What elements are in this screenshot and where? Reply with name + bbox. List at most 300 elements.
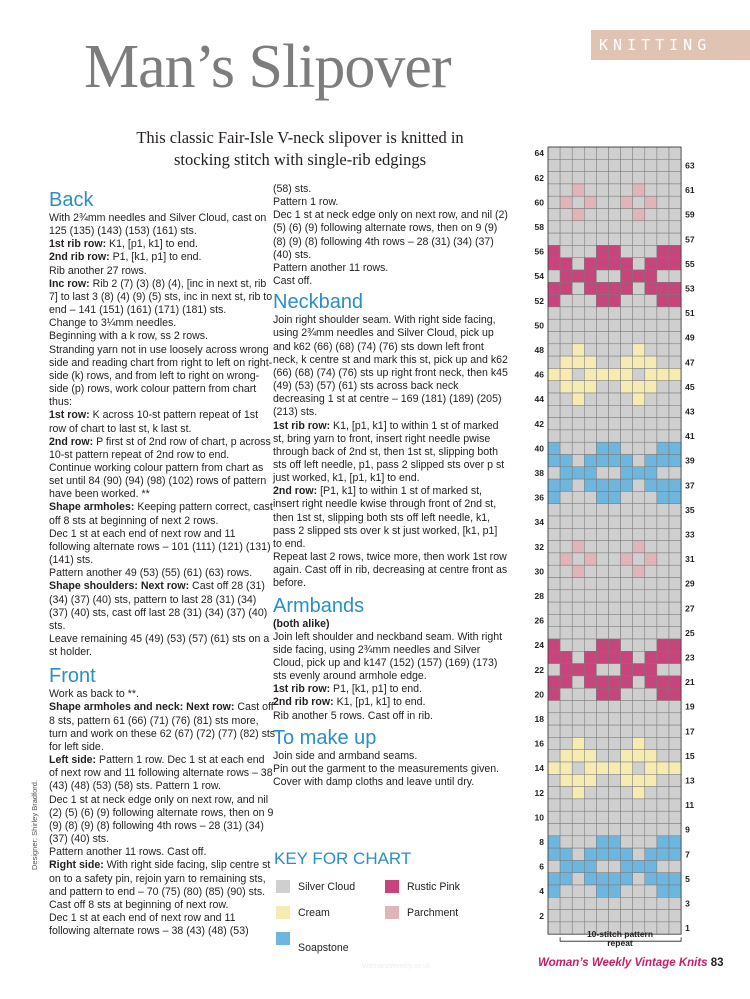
- chart-cell: [657, 270, 669, 282]
- chart-cell: [633, 799, 645, 811]
- chart-cell: [609, 897, 621, 909]
- chart-cell: [584, 516, 596, 528]
- chart-cell: [621, 528, 633, 540]
- chart-cell: [560, 344, 572, 356]
- chart-cell: [560, 184, 572, 196]
- row-number-label: 49: [685, 332, 695, 343]
- row-number-label: 37: [685, 480, 695, 491]
- chart-cell: [657, 799, 669, 811]
- back-para: With 2¾mm needles and Silver Cloud, cast on 125 (135) (143) (153) (161) sts.: [49, 212, 267, 238]
- armbands-heading: Armbands: [273, 594, 365, 617]
- chart-cell: [609, 578, 621, 590]
- chart-cell: [560, 381, 572, 393]
- chart-cell: [657, 713, 669, 725]
- front-para: Dec 1 st at neck edge only on next row, and nil (2) (5) (6) (9) following alternate rows, then on 9 (9) (8) (9) (8) following 4th rows – 28 (31) (34) (37) (40) sts.: [273, 209, 508, 261]
- chart-cell: [596, 553, 608, 565]
- chart-cell: [645, 184, 657, 196]
- row-number-label: 63: [685, 160, 695, 171]
- back-chart-row-2: [49, 436, 276, 462]
- chart-cell: [633, 442, 645, 454]
- chart-cell: [645, 245, 657, 257]
- chart-cell: [633, 159, 645, 171]
- chart-cell: [548, 848, 560, 860]
- back-shape-shoulders: [49, 580, 276, 633]
- chart-cell: [584, 233, 596, 245]
- chart-cell: [572, 184, 584, 196]
- chart-cell: [560, 455, 572, 467]
- chart-cell: [609, 774, 621, 786]
- chart-cell: [560, 479, 572, 491]
- chart-cell: [669, 455, 681, 467]
- back-para: Dec 1 st at each end of next row and 11 following alternate rows – 101 (111) (121) (131) (141) sts.: [49, 527, 271, 567]
- chart-cell: [609, 233, 621, 245]
- back-para: Pattern another 49 (53) (55) (61) (63) rows.: [49, 567, 253, 580]
- armbands-rib-row-2: [273, 696, 508, 709]
- chart-cell: [621, 368, 633, 380]
- chart-cell: [645, 774, 657, 786]
- key-label: Cream: [298, 906, 330, 919]
- chart-cell: [609, 467, 621, 479]
- chart-cell: [584, 221, 596, 233]
- chart-cell: [596, 750, 608, 762]
- chart-cell: [609, 393, 621, 405]
- chart-cell: [560, 172, 572, 184]
- chart-cell: [572, 651, 584, 663]
- chart-cell: [621, 307, 633, 319]
- chart-cell: [633, 553, 645, 565]
- chart-cell: [609, 209, 621, 221]
- row-number-label: 41: [685, 431, 695, 442]
- chart-cell: [596, 701, 608, 713]
- row-number-label: 1: [685, 923, 690, 934]
- chart-cell: [621, 860, 633, 872]
- row-number-label: 12: [534, 787, 544, 798]
- repeat-label-line-1: 10-stitch pattern: [586, 929, 654, 939]
- chart-cell: [572, 159, 584, 171]
- chart-cell: [572, 541, 584, 553]
- row-number-label: 45: [685, 381, 695, 392]
- chart-cell: [572, 737, 584, 749]
- chart-cell: [645, 860, 657, 872]
- chart-cell: [645, 479, 657, 491]
- chart-cell: [621, 639, 633, 651]
- chart-cell: [548, 455, 560, 467]
- chart-cell: [572, 479, 584, 491]
- chart-cell: [560, 836, 572, 848]
- text: Rib 2 (7) (3) (8) (4), [inc in next st, rib 7] to last 3 (8) (4) (9) (5) sts, inc in next st, rib to end – 141 (151) (161) (171) (181) sts.: [49, 277, 273, 317]
- chart-cell: [548, 209, 560, 221]
- repeat-label-line-2: repeat: [607, 938, 633, 948]
- chart-cell: [633, 381, 645, 393]
- chart-cell: [560, 725, 572, 737]
- footer: [538, 957, 724, 969]
- chart-cell: [548, 701, 560, 713]
- chart-cell: [584, 885, 596, 897]
- chart-cell: [572, 676, 584, 688]
- chart-cell: [657, 774, 669, 786]
- chart-cell: [572, 910, 584, 922]
- chart-cell: [572, 897, 584, 909]
- chart-cell: [657, 479, 669, 491]
- chart-cell: [657, 344, 669, 356]
- chart-cell: [657, 209, 669, 221]
- chart-cell: [560, 553, 572, 565]
- chart-cell: [572, 701, 584, 713]
- back-shape-armholes: [49, 501, 276, 527]
- chart-cell: [596, 332, 608, 344]
- chart-cell: [572, 282, 584, 294]
- chart-cell: [609, 614, 621, 626]
- label: 1st rib row:: [49, 238, 107, 251]
- chart-cell: [669, 664, 681, 676]
- chart-cell: [657, 196, 669, 208]
- armbands-para: Rib another 5 rows. Cast off in rib.: [273, 709, 433, 722]
- chart-cell: [645, 209, 657, 221]
- chart-cell: [621, 381, 633, 393]
- chart-cell: [572, 332, 584, 344]
- back-para: Beginning with a k row, ss 2 rows.: [49, 330, 208, 343]
- chart-cell: [572, 430, 584, 442]
- neckband-heading: Neckband: [273, 291, 364, 314]
- swatch: [276, 932, 290, 945]
- chart-cell: [548, 147, 560, 159]
- chart-cell: [669, 737, 681, 749]
- chart-cell: [621, 319, 633, 331]
- chart-cell: [560, 221, 572, 233]
- chart-cell: [621, 295, 633, 307]
- chart-cell: [633, 491, 645, 503]
- neckband-rib-row-2: [273, 485, 508, 551]
- chart-cell: [584, 578, 596, 590]
- chart-cell: [596, 356, 608, 368]
- chart-cell: [657, 356, 669, 368]
- chart-cell: [657, 688, 669, 700]
- chart-cell: [645, 664, 657, 676]
- subtitle: [92, 127, 508, 171]
- chart-cell: [572, 504, 584, 516]
- chart-cell: [645, 159, 657, 171]
- chart-cell: [645, 270, 657, 282]
- chart-cell: [669, 873, 681, 885]
- chart-cell: [548, 221, 560, 233]
- chart-cell: [645, 590, 657, 602]
- chart-cell: [609, 651, 621, 663]
- chart-cell: [548, 504, 560, 516]
- chart-cell: [633, 873, 645, 885]
- chart-cell: [621, 774, 633, 786]
- chart-cell: [560, 688, 572, 700]
- chart-cell: [657, 639, 669, 651]
- swatch: [276, 906, 290, 919]
- chart-cell: [596, 762, 608, 774]
- chart-cell: [572, 602, 584, 614]
- chart-cell: [657, 393, 669, 405]
- chart-cell: [560, 885, 572, 897]
- chart-cell: [609, 332, 621, 344]
- label: Shape armholes and neck: Next row:: [49, 701, 235, 714]
- front-para: Work as back to **.: [49, 688, 139, 701]
- chart-cell: [548, 676, 560, 688]
- chart-cell: [548, 565, 560, 577]
- chart-cell: [633, 762, 645, 774]
- chart-cell: [548, 725, 560, 737]
- chart-cell: [621, 836, 633, 848]
- chart-cell: [657, 319, 669, 331]
- chart-cell: [657, 159, 669, 171]
- chart-cell: [548, 270, 560, 282]
- chart-cell: [633, 233, 645, 245]
- chart-cell: [560, 516, 572, 528]
- chart-cell: [584, 455, 596, 467]
- chart-cell: [596, 897, 608, 909]
- row-number-label: 51: [685, 308, 695, 319]
- chart-cell: [584, 762, 596, 774]
- chart-cell: [633, 184, 645, 196]
- key-item-silver-cloud: [276, 880, 355, 893]
- chart-cell: [657, 368, 669, 380]
- chart-cell: [633, 368, 645, 380]
- chart-cell: [584, 824, 596, 836]
- row-number-label: 62: [534, 172, 544, 183]
- chart-cell: [657, 565, 669, 577]
- label: 2nd rib row:: [273, 696, 334, 709]
- chart-cell: [596, 258, 608, 270]
- chart-cell: [572, 405, 584, 417]
- chart-cell: [584, 295, 596, 307]
- chart-cell: [596, 824, 608, 836]
- front-para: Pattern another 11 rows. Cast off.: [49, 846, 207, 859]
- chart-cell: [596, 860, 608, 872]
- chart-cell: [572, 393, 584, 405]
- chart-cell: [548, 332, 560, 344]
- chart-cell: [584, 701, 596, 713]
- chart-cell: [645, 381, 657, 393]
- chart-cell: [596, 282, 608, 294]
- chart-cell: [572, 455, 584, 467]
- chart-cell: [633, 467, 645, 479]
- back-para: Rib another 27 rows.: [49, 264, 147, 277]
- chart-cell: [633, 295, 645, 307]
- chart-cell: [548, 528, 560, 540]
- chart-cell: [621, 270, 633, 282]
- chart-cell: [645, 897, 657, 909]
- row-number-label: 3: [685, 898, 690, 909]
- chart-cell: [633, 393, 645, 405]
- chart-cell: [669, 528, 681, 540]
- chart-cell: [548, 799, 560, 811]
- chart-cell: [572, 639, 584, 651]
- back-heading: Back: [49, 189, 94, 211]
- chart-cell: [669, 332, 681, 344]
- chart-cell: [633, 590, 645, 602]
- chart-cell: [609, 750, 621, 762]
- chart-cell: [572, 565, 584, 577]
- colour-chart: [520, 135, 695, 935]
- chart-cell: [633, 344, 645, 356]
- chart-cell: [560, 233, 572, 245]
- chart-cell: [621, 209, 633, 221]
- chart-cell: [548, 639, 560, 651]
- chart-cell: [572, 713, 584, 725]
- chart-cell: [645, 836, 657, 848]
- chart-cell: [621, 159, 633, 171]
- chart-cell: [621, 233, 633, 245]
- chart-cell: [657, 627, 669, 639]
- chart-cell: [584, 184, 596, 196]
- chart-cell: [584, 565, 596, 577]
- chart-cell: [572, 295, 584, 307]
- chart-cell: [657, 860, 669, 872]
- chart-cell: [645, 627, 657, 639]
- chart-cell: [645, 528, 657, 540]
- chart-cell: [572, 725, 584, 737]
- chart-cell: [560, 442, 572, 454]
- chart-cell: [596, 516, 608, 528]
- designer-credit: Designer: Shirley Bradford.: [30, 779, 39, 870]
- chart-cell: [633, 405, 645, 417]
- chart-cell: [560, 590, 572, 602]
- label: 1st rib row:: [273, 419, 331, 432]
- chart-cell: [572, 344, 584, 356]
- key-title: KEY FOR CHART: [274, 849, 412, 868]
- chart-cell: [609, 885, 621, 897]
- chart-cell: [560, 774, 572, 786]
- chart-cell: [669, 209, 681, 221]
- chart-cell: [669, 590, 681, 602]
- chart-cell: [548, 258, 560, 270]
- page-title: Man’s Slipover: [84, 33, 451, 101]
- chart-cell: [633, 504, 645, 516]
- chart-cell: [669, 282, 681, 294]
- chart-cell: [548, 172, 560, 184]
- chart-cell: [548, 651, 560, 663]
- chart-cell: [548, 860, 560, 872]
- chart-cell: [572, 319, 584, 331]
- chart-cell: [596, 430, 608, 442]
- chart-cell: [548, 836, 560, 848]
- chart-cell: [633, 430, 645, 442]
- chart-cell: [560, 393, 572, 405]
- chart-cell: [645, 651, 657, 663]
- chart-cell: [621, 504, 633, 516]
- chart-cell: [657, 811, 669, 823]
- text: K1, [p1, k1] to end.: [333, 696, 426, 709]
- back-para: Stranding yarn not in use loosely across wrong side and reading chart from right to left on right-side (k) rows, and from left to right on wrong-side (p) rows, work colour pattern from chart thus:: [49, 343, 273, 409]
- chart-cell: [609, 442, 621, 454]
- chart-cell: [560, 910, 572, 922]
- chart-cell: [645, 258, 657, 270]
- chart-cell: [633, 602, 645, 614]
- chart-cell: [645, 491, 657, 503]
- chart-cell: [609, 688, 621, 700]
- chart-cell: [548, 762, 560, 774]
- text: P first st of 2nd row of chart, p across 10-st pattern repeat of 2nd row to end.: [49, 435, 271, 461]
- label: Left side:: [49, 754, 97, 767]
- text: P1, [k1, p1] to end.: [109, 251, 202, 264]
- row-number-label: 58: [534, 222, 544, 233]
- chart-cell: [645, 713, 657, 725]
- chart-cell: [645, 467, 657, 479]
- row-number-label: 42: [534, 418, 544, 429]
- row-number-label: 52: [534, 295, 544, 306]
- chart-cell: [572, 221, 584, 233]
- text: Cast off 8 sts, pattern 61 (66) (71) (76) (81) sts more, turn and work on these 62 (67) (72) (77) (82) sts for left side.: [49, 701, 276, 753]
- chart-cell: [596, 209, 608, 221]
- chart-cell: [584, 467, 596, 479]
- chart-cell: [548, 922, 560, 934]
- chart-cell: [596, 196, 608, 208]
- chart-cell: [609, 799, 621, 811]
- chart-cell: [548, 897, 560, 909]
- row-number-label: 14: [534, 763, 544, 774]
- chart-cell: [645, 233, 657, 245]
- row-number-label: 50: [534, 320, 544, 331]
- chart-cell: [621, 750, 633, 762]
- chart-cell: [560, 565, 572, 577]
- chart-cell: [572, 491, 584, 503]
- chart-cell: [584, 602, 596, 614]
- chart-cell: [548, 307, 560, 319]
- chart-cell: [548, 774, 560, 786]
- chart-cell: [669, 688, 681, 700]
- chart-cell: [657, 824, 669, 836]
- chart-cell: [609, 860, 621, 872]
- chart-cell: [572, 688, 584, 700]
- chart-cell: [621, 172, 633, 184]
- key-item-parchment: [385, 906, 458, 919]
- chart-cell: [657, 467, 669, 479]
- chart-cell: [669, 504, 681, 516]
- chart-cell: [621, 258, 633, 270]
- chart-cell: [657, 578, 669, 590]
- chart-cell: [584, 270, 596, 282]
- chart-cell: [596, 565, 608, 577]
- chart-cell: [669, 836, 681, 848]
- chart-cell: [633, 774, 645, 786]
- chart-cell: [633, 270, 645, 282]
- chart-cell: [621, 184, 633, 196]
- key-item-cream: [276, 906, 330, 919]
- chart-cell: [548, 418, 560, 430]
- chart-cell: [621, 479, 633, 491]
- back-inc-row: [49, 278, 276, 317]
- label: 1st rib row:: [273, 683, 331, 696]
- chart-cell: [560, 418, 572, 430]
- row-number-label: 8: [539, 837, 544, 848]
- chart-cell: [560, 356, 572, 368]
- chart-cell: [548, 910, 560, 922]
- chart-cell: [609, 245, 621, 257]
- swatch: [276, 880, 290, 893]
- chart-cell: [633, 688, 645, 700]
- chart-cell: [560, 504, 572, 516]
- chart-cell: [609, 258, 621, 270]
- chart-cell: [621, 787, 633, 799]
- chart-cell: [572, 885, 584, 897]
- chart-cell: [669, 676, 681, 688]
- chart-cell: [584, 725, 596, 737]
- chart-cell: [669, 430, 681, 442]
- chart-cell: [621, 418, 633, 430]
- section-tag: KNITTING: [591, 30, 750, 60]
- chart-cell: [669, 196, 681, 208]
- row-number-label: 38: [534, 468, 544, 479]
- chart-cell: [548, 627, 560, 639]
- chart-cell: [621, 245, 633, 257]
- row-number-label: 56: [534, 246, 544, 257]
- chart-cell: [596, 479, 608, 491]
- chart-cell: [596, 639, 608, 651]
